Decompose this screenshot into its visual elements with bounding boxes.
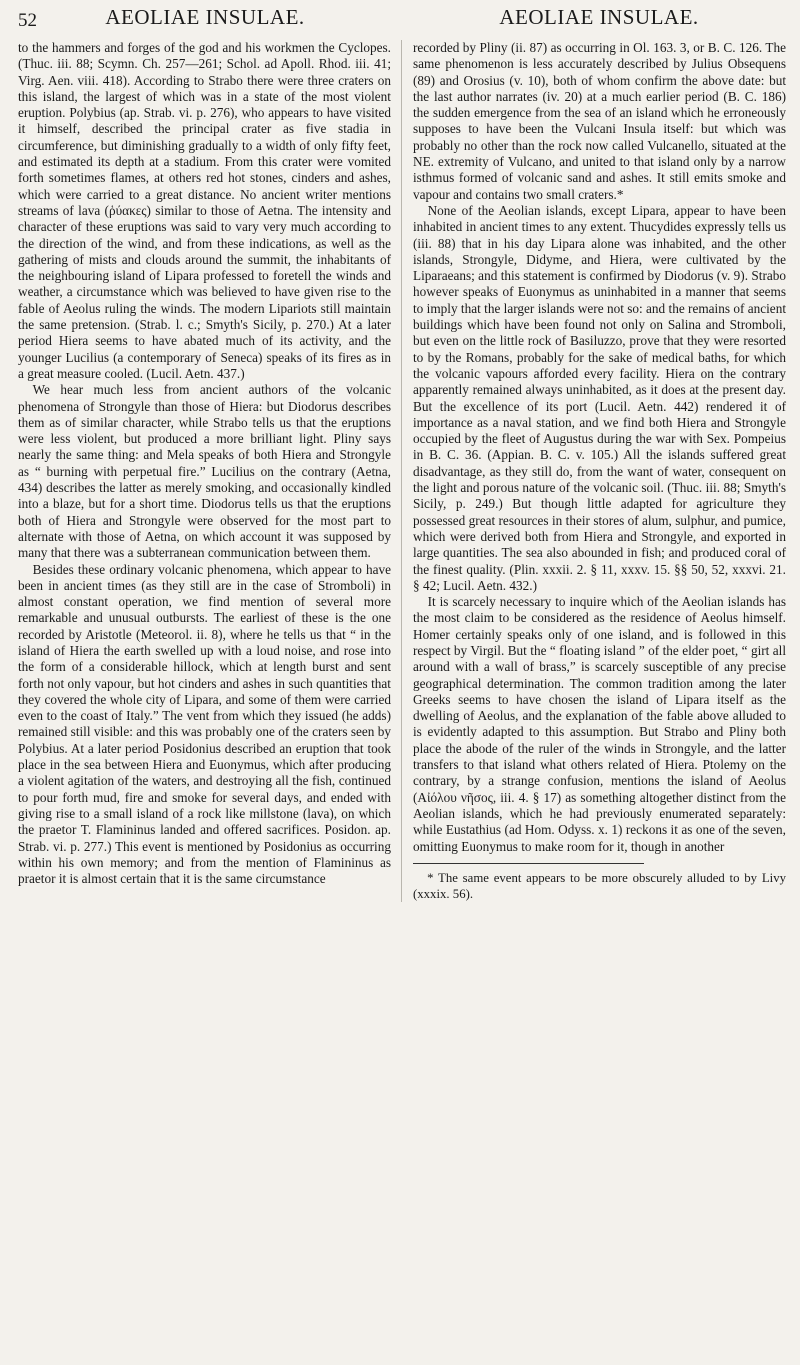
paragraph: We hear much less from ancient authors of the volcanic phenomena of Strongyle than those of Hiera: but Diodorus describes them as of similar character, while Strabo tells us that the eruptions were less violent, but produced a more brilliant light. Pliny says nearly the same thing: and Mela speaks of both Hiera and Strongyle as “ burning with perpetual fire.” Lucilius on the contrary (Aetna, 434) describes the latter as merely smoking, and occasionally kindled into a blaze, but for a short time. Diodorus tells us that the eruptions both of Hiera and Strongyle were observed for the most part to alternate with those of Aetna, on which account it was supposed by many that there was a subterranean communication between them. [18, 382, 391, 561]
page-header [18, 0, 786, 34]
running-head-right: AEOLIAE INSULAE. [499, 5, 699, 29]
right-header [402, 0, 786, 34]
paragraph: recorded by Pliny (ii. 87) as occurring in Ol. 163. 3, or B. C. 126. The same phenomenon is less accurately described by Julius Obsequens (89) and Orosius (v. 10), both of whom confirm the above date: but the last author narrates (iv. 20) at a much earlier period (B. C. 186) the sudden emergence from the sea of an island which he erroneously supposes to have been the Vulcani Insula itself: but which was probably no other than the rock now called Vulcanello, situated at the NE. extremity of Vulcano, and united to that island only by a narrow isthmus formed of volcanic sand and ashes. It still emits smoke and vapour and contains two small craters.* [413, 40, 786, 202]
paragraph: Besides these ordinary volcanic phenomena, which appear to have been in ancient times (as they still are in the case of Stromboli) in almost constant operation, we find mention of several more remarkable and unusual outbursts. The earliest of these is the one recorded by Aristotle (Meteorol. ii. 8), where he tells us that “ in the island of Hiera the earth swelled up with a loud noise, and rose into the form of a considerable hillock, which at length burst and sent forth not only vapour, but hot cinders and ashes in such quantities that they covered the whole city of Lipara, and some of them were carried even to the coast of Italy.” The vent from which they issued (he adds) remained still visible: and this was probably one of the craters seen by Polybius. At a later period Posidonius described an eruption that took place in the sea between Hiera and Euonymus, which after producing a violent agitation of the waters, and destroying all the fish, continued to pour forth mud, fire and smoke for several days, and ended with giving rise to a small island of a rock like millstone (lava), on which the praetor T. Flamininus landed and offered sacrifices. Posidon. ap. Strab. vi. p. 277.) This event is mentioned by Posidonius as occurring within his own memory; and from the mention of Flamininus as praetor it is almost certain that it is the same circumstance [18, 561, 391, 887]
right-column [402, 40, 786, 902]
footnote: * The same event appears to be more obscurely alluded to by Livy (xxxix. 56). [413, 870, 786, 901]
paragraph: to the hammers and forges of the god and his workmen the Cyclopes. (Thuc. iii. 88; Scymn. Ch. 257—261; Schol. ad Apoll. Rhod. iii. 41; Virg. Aen. viii. 418). According to Strabo there were three craters on this island, the largest of which was in a state of the most violent eruption. Polybius (ap. Strab. vi. p. 276), who appears to have visited it himself, described the principal crater as five stadia in circumference, but diminishing gradually to a width of only fifty feet, and estimated its depth at a stadium. From this crater were vomited forth sometimes flames, at others red hot stones, cinders and ashes, which were carried to a great distance. No ancient writer mentions streams of lava (ῥύακες) similar to those of Aetna. The intensity and character of these eruptions was said to vary very much according to the direction of the wind, and from these indications, as well as the gathering of mists and clouds around the summit, the inhabitants of the neighbouring island of Lipara professed to foretell the winds and weather, a circumstance which was believed to have given rise to the fable of Aeolus ruling the winds. The modern Lipariots still maintain the same pretension. (Strab. l. c.; Smyth's Sicily, p. 270.) At a later period Hiera seems to have abated much of its activity, and the younger Lucilius (a contemporary of Seneca) speaks of its fires as in a great measure cooled. (Lucil. Aetn. 437.) [18, 40, 391, 381]
page-number: 52 [18, 10, 37, 31]
left-column [18, 40, 402, 902]
left-header [18, 0, 402, 34]
text-columns [18, 40, 786, 902]
footnote-divider [413, 863, 644, 864]
paragraph: None of the Aeolian islands, except Lipara, appear to have been inhabited in ancient times to any extent. Thucydides expressly tells us (iii. 88) that in his day Lipara alone was inhabited, and the other islands, Strongyle, Didyme, and Hiera, were cultivated by the Liparaeans; and this statement is confirmed by Diodorus (v. 9). Strabo however speaks of Euonymus as uninhabited in a manner that seems to imply that the larger islands were not so: and the remains of ancient buildings which have been found not only on Salina and Stromboli, but even on the little rock of Basiluzzo, prove that they were resorted to by the Romans, probably for the sake of medical baths, for which the volcanic vapours afforded every facility. Hiera on the contrary apparently remained always uninhabited, as it does at the present day. But the excellence of its port (Lucil. Aetn. 442) rendered it of importance as a naval station, and we find both Hiera and Strongyle occupied by the fleet of Augustus during the war with Sex. Pompeius in B. C. 36. (Appian. B. C. v. 105.) All the islands suffered great disadvantage, as they still do, from the want of water, consequent on the light and porous nature of the volcanic soil. (Thuc. iii. 88; Smyth's Sicily, p. 249.) But though little adapted for agriculture they possessed great resources in their stores of alum, sulphur, and pumice, which were derived both from Hiera and Strongyle, and exported in large quantities. The sea also abounded in fish; and produced coral of the finest quality. (Plin. xxxii. 2. § 11, xxxv. 15. §§ 50, 52, xxxvi. 21. § 42; Lucil. Aetn. 432.) [413, 202, 786, 593]
paragraph: It is scarcely necessary to inquire which of the Aeolian islands has the most claim to be considered as the residence of Aeolus himself. Homer certainly speaks only of one island, and is followed in this respect by Virgil. But the “ floating island ” of the elder poet, “ girt all around with a wall of brass,” is scarcely susceptible of any precise geographical determination. The common tradition among the later Greeks seems to have chosen the island of Lipara itself as the dwelling of Aeolus, and the explanation of the fable above alluded to is evidently adapted to this assumption. But Strabo and Pliny both place the abode of the ruler of the winds in Strongyle, and the latter transfers to that island what others related of Hiera. Ptolemy on the contrary, by a strange confusion, mentions the island of Aeolus (Αἰόλου νῆσος, iii. 4. § 17) as something altogether distinct from the Aeolian islands, which he had previously enumerated separately: while Eustathius (ad Hom. Odyss. x. 1) reckons it as one of the seven, omitting Euonymus to make room for it, though in another [413, 594, 786, 854]
running-head-left: AEOLIAE INSULAE. [105, 5, 305, 29]
